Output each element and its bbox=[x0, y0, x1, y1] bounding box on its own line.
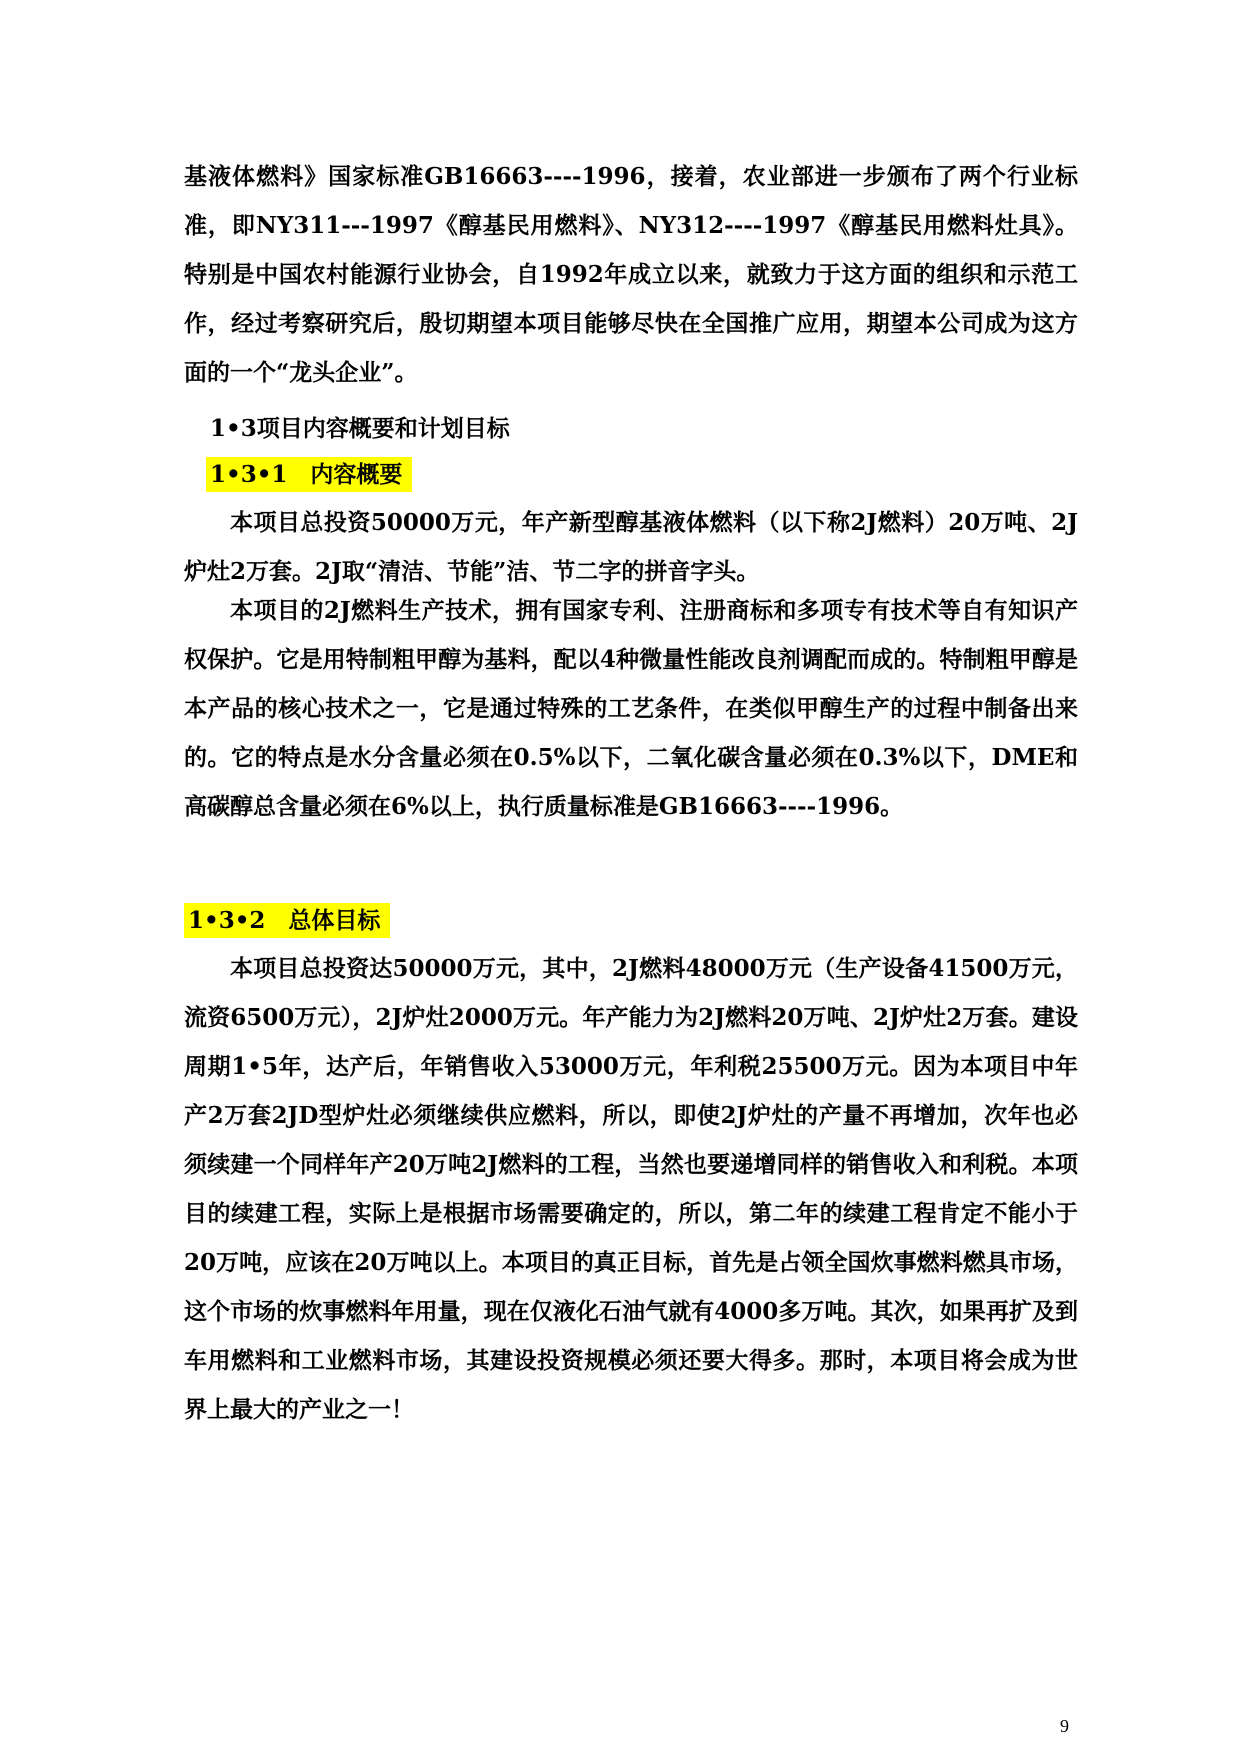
paragraph-technology: 本项目的2J燃料生产技术，拥有国家专利、注册商标和多项专有技术等自有知识产权保护。它是用特制粗甲醇为基料，配以4种微量性能改良剂调配而成的。特制粗甲醇是本产品的核心技术之一，它是通过特殊的工艺条件，在类似甲醇生产的过程中制备出来的。它的特点是水分含量必须在0.5%以下，二氧化碳含量必须在0.3%以下，DME和高碳醇总含量必须在6%以上，执行质量标准是GB16663----1996。 bbox=[184, 597, 1078, 820]
paragraph-standards: 基液体燃料》国家标准GB16663----1996，接着，农业部进一步颁布了两个行业标准，即NY311---1997《醇基民用燃料》、NY312----1997《醇基民用燃料灶具》。特别是中国农村能源行业协会，自1992年成立以来，就致力于这方面的组织和示范工作，经过考察研究后，殷切期望本项目能够尽快在全国推广应用，期望本公司成为这方面的一个“龙头企业”。 bbox=[184, 163, 1078, 386]
section-heading-1-3: 1•3项目内容概要和计划目标 bbox=[210, 415, 510, 442]
subsection-heading-1-3-1 bbox=[206, 458, 412, 492]
highlighted-heading-text: 1•3•1 内容概要 bbox=[206, 457, 412, 492]
paragraph-overall-goal: 本项目总投资达50000万元，其中，2J燃料48000万元（生产设备41500万元，流资6500万元），2J炉灶2000万元。年产能力为2J燃料20万吨、2J炉灶2万套。建设周期1•5年，达产后，年销售收入53000万元，年利税25500万元。因为本项目中年产2万套2JD型炉灶必须继续供应燃料，所以，即使2J炉灶的产量不再增加，次年也必须续建一个同样年产20万吨2J燃料的工程，当然也要递增同样的销售收入和利税。本项目的续建工程，实际上是根据市场需要确定的，所以，第二年的续建工程肯定不能小于20万吨，应该在20万吨以上。本项目的真正目标，首先是占领全国炊事燃料燃具市场，这个市场的炊事燃料年用量，现在仅液化石油气就有4000多万吨。其次，如果再扩及到车用燃料和工业燃料市场，其建设投资规模必须还要大得多。那时，本项目将会成为世界上最大的产业之一！ bbox=[184, 955, 1078, 1423]
subsection-heading-1-3-2 bbox=[184, 904, 390, 938]
page-number: 9 bbox=[1060, 1716, 1069, 1736]
highlighted-heading-text: 1•3•2 总体目标 bbox=[184, 903, 390, 938]
paragraph-investment-summary: 本项目总投资50000万元，年产新型醇基液体燃料（以下称2J燃料）20万吨、2J炉灶2万套。2J取“清洁、节能”洁、节二字的拼音字头。 bbox=[184, 509, 1078, 585]
